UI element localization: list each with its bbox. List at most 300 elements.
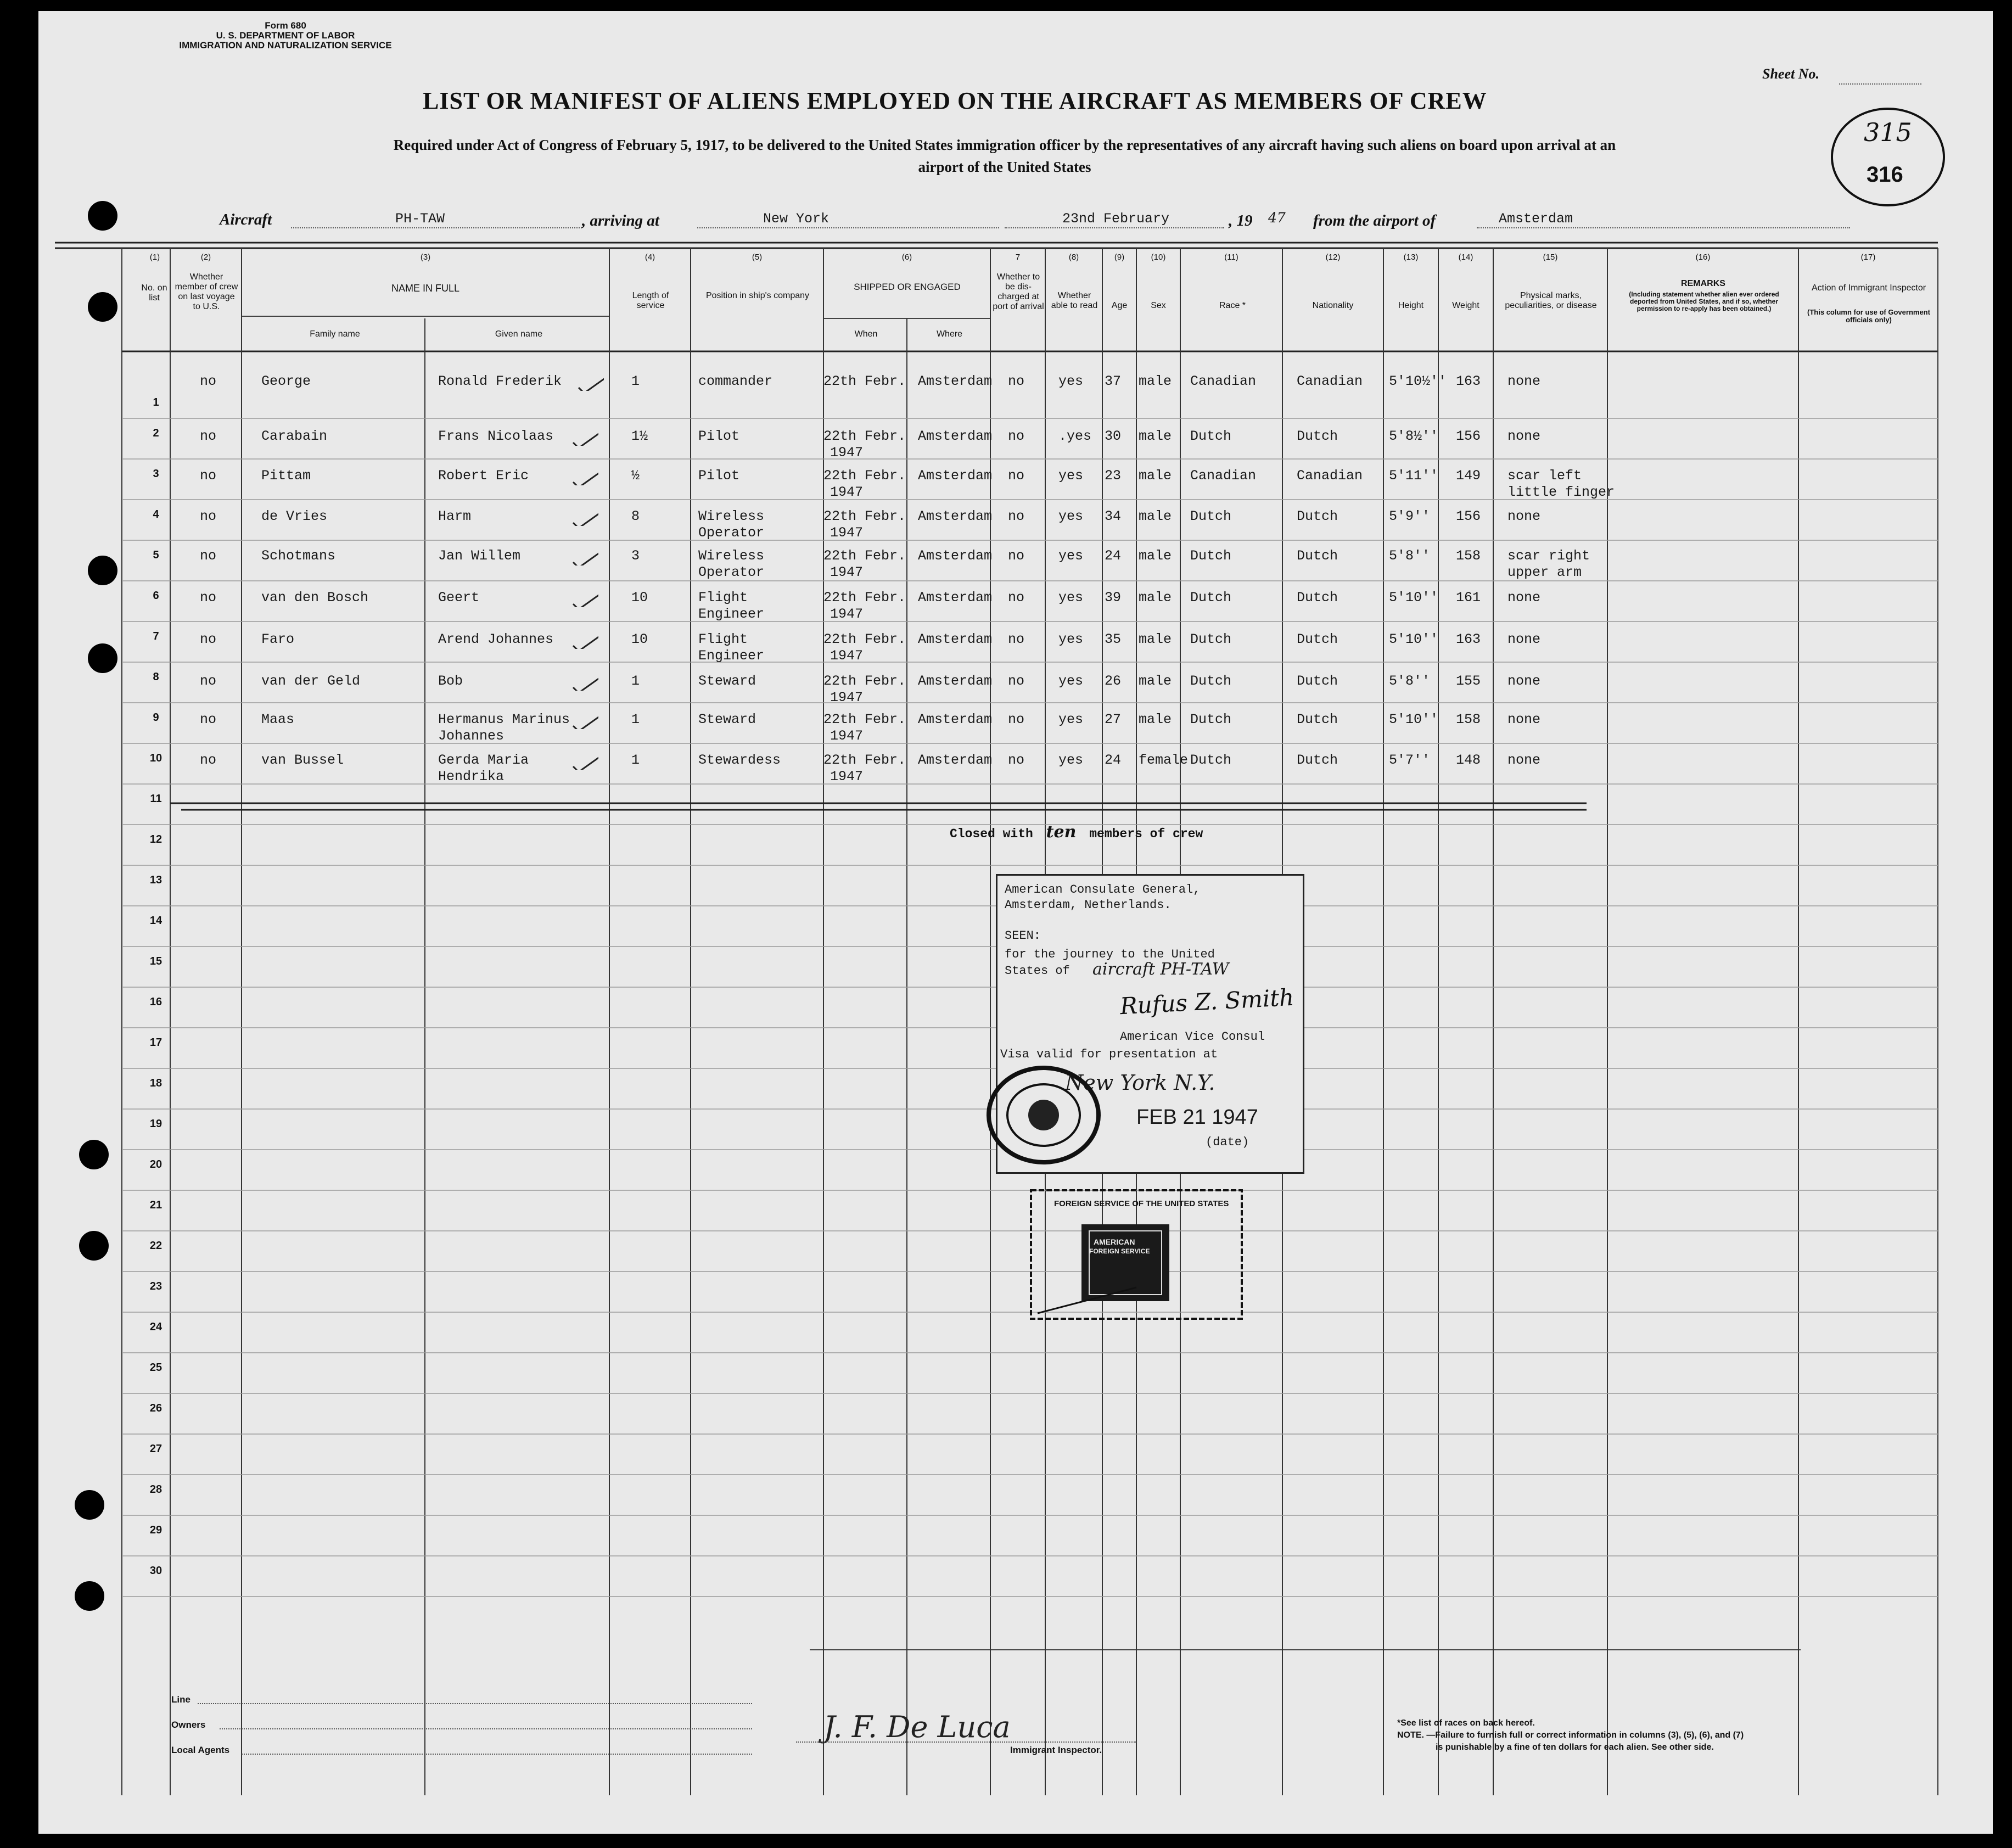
- cell-physical-marks: none: [1507, 712, 1541, 727]
- cell-given-name: Robert Eric: [438, 468, 529, 484]
- consulate-line-1: American Consulate General,: [1005, 883, 1201, 897]
- cell-weight: 158: [1456, 548, 1481, 564]
- cell-physical-marks: none: [1507, 752, 1541, 768]
- cell-physical-marks: scar right upper arm: [1507, 548, 1590, 580]
- cell-discharged: no: [1008, 548, 1025, 564]
- header-remarks: REMARKS: [1681, 279, 1725, 288]
- cell-family-name: Pittam: [261, 468, 311, 484]
- header-name-in-full: NAME IN FULL: [391, 283, 460, 294]
- row-number: 18: [149, 1077, 162, 1089]
- row-number: 11: [150, 793, 162, 805]
- cell-when-year: 1947: [830, 648, 864, 664]
- cell-family-name: van den Bosch: [261, 590, 369, 606]
- cell-position: Wireless Operator: [698, 548, 765, 580]
- consulate-states-of: States of: [1005, 964, 1070, 978]
- cell-length-service: 1: [631, 712, 640, 727]
- row-number: 19: [149, 1118, 162, 1130]
- service: IMMIGRATION AND NATURALIZATION SERVICE: [179, 40, 392, 51]
- handwritten-sheet-number: 315: [1864, 117, 1912, 147]
- consulate-signer-title: American Vice Consul: [1120, 1030, 1265, 1044]
- consulate-signature: Rufus Z. Smith: [1119, 983, 1295, 1020]
- col-num: (5): [752, 253, 763, 262]
- footer-agents-rule: [242, 1754, 752, 1755]
- inspector-signature-line: [796, 1741, 1136, 1743]
- col-num: (14): [1458, 253, 1473, 262]
- row-number: 28: [149, 1483, 162, 1496]
- header-remarks-sub: (Including statement whether alien ever ordered deported from United States, and if so, whether permission to re-apply has been obtained.): [1629, 290, 1779, 312]
- check-mark-icon: [571, 753, 598, 770]
- cell-age: 34: [1105, 508, 1122, 524]
- row-number: 14: [149, 915, 162, 927]
- header-when: When: [854, 329, 878, 339]
- col-num: (10): [1151, 253, 1166, 262]
- cell-height: 5'10'': [1389, 590, 1439, 606]
- cell-able-to-read: yes: [1058, 673, 1084, 689]
- header-weight: Weight: [1452, 301, 1479, 310]
- cell-given-name: Geert: [438, 590, 480, 606]
- fee-stamp-text-2: FOREIGN SERVICE: [1089, 1247, 1150, 1255]
- header-discharged: Whether to be dis-charged at port of arrival: [993, 272, 1044, 311]
- cell-when: 22th Febr.: [823, 548, 906, 564]
- cell-given-name: Gerda Maria Hendrika: [438, 752, 529, 785]
- row-number: 17: [149, 1037, 162, 1049]
- row-number: 30: [149, 1565, 162, 1577]
- cell-length-service: 1½: [631, 428, 648, 444]
- cell-weight: 163: [1456, 373, 1481, 389]
- cell-weight: 148: [1456, 752, 1481, 768]
- cell-race: Dutch: [1190, 752, 1232, 768]
- cell-physical-marks: scar left little finger: [1507, 468, 1615, 500]
- cell-height: 5'8'': [1389, 673, 1431, 689]
- form-number: Form 680: [265, 20, 306, 31]
- aircraft-label: Aircraft: [220, 211, 272, 228]
- col-num: (15): [1543, 253, 1558, 262]
- inspector-label: Immigrant Inspector.: [1010, 1745, 1102, 1755]
- cell-length-service: 10: [631, 631, 648, 647]
- cell-given-name: Jan Willem: [438, 548, 521, 564]
- header-height: Height: [1398, 301, 1424, 310]
- cell-physical-marks: none: [1507, 590, 1541, 606]
- cell-length-service: ½: [631, 468, 640, 484]
- cell-when-year: 1947: [830, 445, 864, 461]
- cell-physical-marks: none: [1507, 428, 1541, 444]
- cell-when-year: 1947: [830, 525, 864, 541]
- header-nationality: Nationality: [1312, 301, 1354, 310]
- cell-nationality: Dutch: [1297, 712, 1338, 727]
- cell-given-name: Harm: [438, 508, 472, 524]
- cell-where: Amsterdam: [918, 590, 993, 606]
- cell-weight: 156: [1456, 508, 1481, 524]
- cell-when: 22th Febr.: [823, 752, 906, 768]
- cell-race: Dutch: [1190, 712, 1232, 727]
- year-value: 47: [1268, 210, 1286, 226]
- row-number: 9: [153, 712, 159, 724]
- cell-family-name: van Bussel: [261, 752, 344, 768]
- cell-nationality: Canadian: [1297, 373, 1363, 389]
- cell-nationality: Dutch: [1297, 631, 1338, 647]
- cell-sex: male: [1139, 373, 1172, 389]
- cell-discharged: no: [1008, 590, 1025, 606]
- row-number: 16: [149, 996, 162, 1008]
- cell-age: 24: [1105, 752, 1122, 768]
- cell-weight: 163: [1456, 631, 1481, 647]
- cell-discharged: no: [1008, 752, 1025, 768]
- col-num: (1): [149, 253, 160, 262]
- cell-height: 5'8½'': [1389, 428, 1439, 444]
- cell-when-year: 1947: [830, 606, 864, 622]
- cell-age: 26: [1105, 673, 1122, 689]
- cell-race: Dutch: [1190, 508, 1232, 524]
- cell-member: no: [200, 752, 217, 768]
- cell-when-year: 1947: [830, 564, 864, 580]
- col-num: (8): [1068, 253, 1079, 262]
- cell-member: no: [200, 373, 217, 389]
- row-number: 29: [149, 1524, 162, 1536]
- date-value: 23nd February: [1062, 211, 1170, 227]
- cell-height: 5'10½'': [1389, 373, 1447, 389]
- cell-where: Amsterdam: [918, 712, 993, 727]
- cell-length-service: 1: [631, 752, 640, 768]
- closed-suffix: members of crew: [1089, 827, 1203, 841]
- cell-height: 5'8'': [1389, 548, 1431, 564]
- cell-member: no: [200, 712, 217, 727]
- header-given-name: Given name: [495, 329, 543, 339]
- check-mark-icon: [571, 632, 598, 649]
- cell-when: 22th Febr.: [823, 428, 906, 444]
- row-number: 3: [153, 468, 159, 480]
- cell-able-to-read: yes: [1058, 712, 1084, 727]
- cell-nationality: Dutch: [1297, 548, 1338, 564]
- cell-position: Wireless Operator: [698, 508, 765, 541]
- cell-age: 27: [1105, 712, 1122, 727]
- cell-physical-marks: none: [1507, 631, 1541, 647]
- cell-discharged: no: [1008, 373, 1025, 389]
- cell-position: Stewardess: [698, 752, 781, 768]
- row-number: 4: [153, 508, 159, 520]
- department: U. S. DEPARTMENT OF LABOR: [216, 30, 355, 41]
- header-race: Race *: [1219, 301, 1246, 310]
- header-able-to-read: Whether able to read: [1051, 291, 1098, 310]
- row-number: 27: [149, 1443, 162, 1455]
- row-number: 2: [153, 427, 159, 439]
- cell-when: 22th Febr.: [823, 673, 906, 689]
- col-num: (6): [901, 253, 912, 262]
- cell-position: Pilot: [698, 428, 740, 444]
- year-prefix: , 19: [1229, 212, 1253, 229]
- row-number: 7: [153, 630, 159, 642]
- cell-when: 22th Febr.: [823, 468, 906, 484]
- cell-nationality: Dutch: [1297, 428, 1338, 444]
- cell-age: 24: [1105, 548, 1122, 564]
- footer-owners-label: Owners: [171, 1720, 206, 1730]
- cell-sex: male: [1139, 631, 1172, 647]
- cell-weight: 149: [1456, 468, 1481, 484]
- cell-race: Dutch: [1190, 548, 1232, 564]
- cell-nationality: Dutch: [1297, 590, 1338, 606]
- col-num: 7: [1015, 253, 1021, 262]
- cell-member: no: [200, 631, 217, 647]
- row-number: 22: [149, 1240, 162, 1252]
- cell-length-service: 8: [631, 508, 640, 524]
- cell-when: 22th Febr.: [823, 373, 906, 389]
- cell-discharged: no: [1008, 508, 1025, 524]
- cell-race: Canadian: [1190, 468, 1257, 484]
- header-age: Age: [1111, 301, 1128, 310]
- cell-height: 5'10'': [1389, 712, 1439, 727]
- note-races: *See list of races on back hereof.: [1397, 1718, 1535, 1728]
- footer-owners-rule: [220, 1728, 752, 1729]
- typed-sheet-number: 316: [1867, 163, 1903, 187]
- cell-age: 23: [1105, 468, 1122, 484]
- cell-position: commander: [698, 373, 773, 389]
- cell-weight: 158: [1456, 712, 1481, 727]
- cell-able-to-read: yes: [1058, 590, 1084, 606]
- cell-family-name: de Vries: [261, 508, 328, 524]
- fee-stamp-text-1: AMERICAN: [1094, 1237, 1135, 1246]
- cell-able-to-read: yes: [1058, 631, 1084, 647]
- cell-height: 5'10'': [1389, 631, 1439, 647]
- cell-when: 22th Febr.: [823, 631, 906, 647]
- row-number: 26: [149, 1402, 162, 1414]
- cell-able-to-read: yes: [1058, 752, 1084, 768]
- cell-where: Amsterdam: [918, 373, 993, 389]
- cell-discharged: no: [1008, 428, 1025, 444]
- check-mark-icon: [571, 509, 598, 526]
- cell-nationality: Dutch: [1297, 752, 1338, 768]
- check-mark-icon: [571, 429, 598, 446]
- footer-line-rule: [198, 1703, 752, 1704]
- cell-physical-marks: none: [1507, 508, 1541, 524]
- cell-able-to-read: .yes: [1058, 428, 1092, 444]
- cell-member: no: [200, 468, 217, 484]
- cell-discharged: no: [1008, 712, 1025, 727]
- cell-member: no: [200, 590, 217, 606]
- note-penalty-1: NOTE. —Failure to furnish full or correct information in columns (3), (5), (6), and (7): [1397, 1731, 1744, 1740]
- header-action-sub: (This column for use of Government officials only): [1807, 308, 1930, 324]
- col-num: (4): [644, 253, 655, 262]
- closing-statement: [950, 822, 1203, 842]
- header-physical: Physical marks, peculiarities, or disease: [1505, 291, 1597, 310]
- cell-given-name: Ronald Frederik: [438, 373, 562, 389]
- consulate-journey: for the journey to the United: [1005, 948, 1215, 961]
- cell-discharged: no: [1008, 673, 1025, 689]
- col-num: (16): [1695, 253, 1711, 262]
- from-value: Amsterdam: [1499, 211, 1573, 227]
- consulate-visa-valid: Visa valid for presentation at: [1000, 1048, 1218, 1061]
- cell-family-name: Maas: [261, 712, 295, 727]
- cell-position: Flight Engineer: [698, 590, 765, 622]
- row-number: 13: [149, 874, 162, 886]
- subtitle-line-1: Required under Act of Congress of February 5, 1917, to be delivered to the United States immigration officer by the representatives of any aircraft having such aliens on board upon arrival at an: [393, 137, 1616, 153]
- note-penalty-2: is punishable by a fine of ten dollars for each alien. See other side.: [1436, 1743, 1714, 1752]
- cell-position: Steward: [698, 673, 756, 689]
- row-number: 21: [149, 1199, 162, 1211]
- closed-prefix: Closed with: [950, 827, 1033, 841]
- check-mark-icon: [571, 674, 598, 691]
- header-family-name: Family name: [310, 329, 360, 339]
- page-title: LIST OR MANIFEST OF ALIENS EMPLOYED ON THE AIRCRAFT AS MEMBERS OF CREW: [423, 87, 1487, 114]
- header-action: Action of Immigrant Inspector: [1811, 283, 1926, 293]
- arriving-value: New York: [763, 211, 830, 227]
- cell-given-name: Bob: [438, 673, 463, 689]
- col-num: (9): [1114, 253, 1125, 262]
- row-number: 24: [149, 1321, 162, 1333]
- cell-where: Amsterdam: [918, 752, 993, 768]
- cell-given-name: Arend Johannes: [438, 631, 554, 647]
- cell-position: Flight Engineer: [698, 631, 765, 664]
- consulate-port-handwritten: New York N.Y.: [1065, 1071, 1215, 1095]
- cell-race: Dutch: [1190, 673, 1232, 689]
- header-length-service: Length of service: [632, 291, 669, 310]
- cell-age: 30: [1105, 428, 1122, 444]
- cell-weight: 156: [1456, 428, 1481, 444]
- subtitle-line-2: airport of the United States: [918, 159, 1091, 175]
- cell-height: 5'9'': [1389, 508, 1431, 524]
- row-number: 15: [149, 955, 162, 967]
- footer-line-label: Line: [171, 1694, 190, 1705]
- cell-weight: 161: [1456, 590, 1481, 606]
- consulate-line-2: Amsterdam, Netherlands.: [1005, 898, 1172, 912]
- cell-weight: 155: [1456, 673, 1481, 689]
- cell-sex: male: [1139, 548, 1172, 564]
- arriving-label: , arriving at: [582, 212, 659, 229]
- cell-height: 5'11'': [1389, 468, 1439, 484]
- check-mark-icon: [571, 469, 598, 485]
- row-number: 1: [153, 396, 159, 408]
- cell-sex: male: [1139, 428, 1172, 444]
- cell-where: Amsterdam: [918, 468, 993, 484]
- cell-length-service: 1: [631, 373, 640, 389]
- cell-position: Steward: [698, 712, 756, 727]
- cell-race: Dutch: [1190, 428, 1232, 444]
- cell-when: 22th Febr.: [823, 508, 906, 524]
- fee-stamp-top: FOREIGN SERVICE OF THE UNITED STATES: [1054, 1199, 1229, 1208]
- cell-length-service: 3: [631, 548, 640, 564]
- row-number: 5: [153, 549, 159, 561]
- cell-race: Dutch: [1190, 590, 1232, 606]
- cell-nationality: Canadian: [1297, 468, 1363, 484]
- cell-when: 22th Febr.: [823, 712, 906, 727]
- col-num: (3): [420, 253, 431, 262]
- cell-member: no: [200, 428, 217, 444]
- cell-sex: female: [1139, 752, 1189, 768]
- cell-where: Amsterdam: [918, 548, 993, 564]
- cell-nationality: Dutch: [1297, 673, 1338, 689]
- consular-seal: [980, 1063, 1107, 1167]
- cell-when-year: 1947: [830, 690, 864, 705]
- cell-family-name: van der Geld: [261, 673, 361, 689]
- footer-notes: [1397, 1717, 1744, 1754]
- cell-sex: male: [1139, 673, 1172, 689]
- cell-when: 22th Febr.: [823, 590, 906, 606]
- cell-when-year: 1947: [830, 728, 864, 744]
- cell-given-name: Hermanus Marinus Johannes: [438, 712, 570, 744]
- row-number: 20: [149, 1158, 162, 1171]
- header-position: Position in ship's company: [705, 291, 810, 300]
- cell-family-name: Schotmans: [261, 548, 336, 564]
- header-no-on-list: No. on list: [141, 283, 167, 303]
- row-number: 8: [153, 671, 159, 683]
- cell-length-service: 10: [631, 590, 648, 606]
- cell-member: no: [200, 673, 217, 689]
- closed-count: ten: [1046, 822, 1077, 842]
- cell-length-service: 1: [631, 673, 640, 689]
- header-where: Where: [936, 329, 963, 339]
- cell-sex: male: [1139, 508, 1172, 524]
- row-number: 6: [153, 590, 159, 602]
- cell-member: no: [200, 508, 217, 524]
- cell-age: 37: [1105, 373, 1122, 389]
- cell-able-to-read: yes: [1058, 373, 1084, 389]
- cell-age: 35: [1105, 631, 1122, 647]
- col-num: (17): [1860, 253, 1876, 262]
- from-label: from the airport of: [1313, 212, 1436, 229]
- cell-sex: male: [1139, 712, 1172, 727]
- header-sex: Sex: [1151, 301, 1166, 310]
- cell-able-to-read: yes: [1058, 548, 1084, 564]
- cell-where: Amsterdam: [918, 428, 993, 444]
- row-number: 23: [149, 1280, 162, 1292]
- cell-race: Dutch: [1190, 631, 1232, 647]
- cell-nationality: Dutch: [1297, 508, 1338, 524]
- cell-race: Canadian: [1190, 373, 1257, 389]
- row-number: 25: [149, 1362, 162, 1374]
- sheet-label: Sheet No.: [1762, 66, 1819, 82]
- cell-where: Amsterdam: [918, 631, 993, 647]
- cell-able-to-read: yes: [1058, 468, 1084, 484]
- cell-where: Amsterdam: [918, 673, 993, 689]
- cell-where: Amsterdam: [918, 508, 993, 524]
- check-mark-icon: [571, 591, 598, 607]
- cell-physical-marks: none: [1507, 373, 1541, 389]
- inspector-signature: J. F. De Luca: [823, 1710, 1011, 1744]
- col-num: (12): [1325, 253, 1341, 262]
- cell-discharged: no: [1008, 468, 1025, 484]
- cell-family-name: George: [261, 373, 311, 389]
- cell-when-year: 1947: [830, 484, 864, 500]
- cell-able-to-read: yes: [1058, 508, 1084, 524]
- footer-agents-label: Local Agents: [171, 1745, 230, 1755]
- cell-sex: male: [1139, 590, 1172, 606]
- check-mark-icon: [571, 713, 598, 729]
- check-mark-icon: [571, 549, 598, 565]
- consulate-date-stamp: FEB 21 1947: [1136, 1106, 1258, 1129]
- cell-age: 39: [1105, 590, 1122, 606]
- row-number: 10: [149, 752, 162, 764]
- cell-physical-marks: none: [1507, 673, 1541, 689]
- consulate-date-label: (date): [1206, 1135, 1249, 1149]
- cell-position: Pilot: [698, 468, 740, 484]
- cell-family-name: Faro: [261, 631, 295, 647]
- cell-member: no: [200, 548, 217, 564]
- header-shipped: SHIPPED OR ENGAGED: [854, 282, 961, 292]
- cell-when-year: 1947: [830, 769, 864, 785]
- consulate-seen: SEEN:: [1005, 929, 1041, 943]
- cell-sex: male: [1139, 468, 1172, 484]
- row-number: 12: [149, 833, 162, 845]
- cell-discharged: no: [1008, 631, 1025, 647]
- col-num: (2): [200, 253, 211, 262]
- col-num: (13): [1403, 253, 1419, 262]
- consulate-aircraft-handwritten: aircraft PH-TAW: [1092, 960, 1229, 979]
- header-whether-member: Whether member of crew on last voyage to U.S.: [175, 272, 238, 311]
- cell-height: 5'7'': [1389, 752, 1431, 768]
- cell-given-name: Frans Nicolaas: [438, 428, 554, 444]
- cell-family-name: Carabain: [261, 428, 328, 444]
- aircraft-value: PH-TAW: [395, 211, 445, 227]
- check-mark-icon: [576, 374, 604, 391]
- col-num: (11): [1224, 253, 1238, 262]
